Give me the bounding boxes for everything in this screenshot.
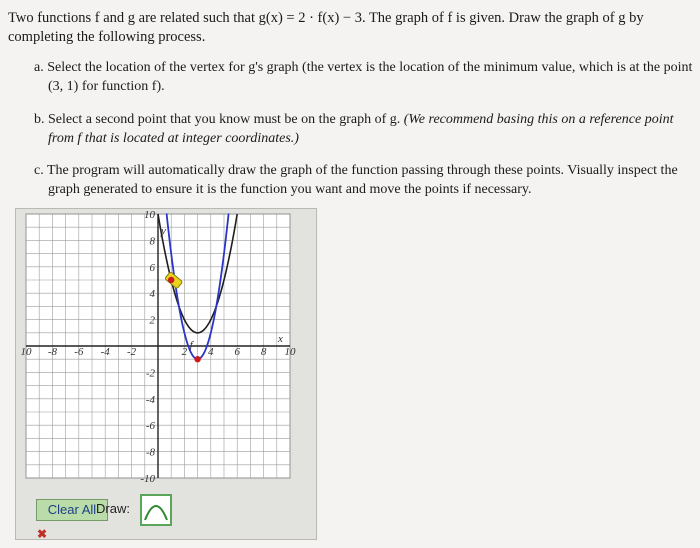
x-tick-label: 10 [20,346,32,358]
parabola-icon [142,496,170,524]
x-tick-label: 8 [260,346,267,358]
step-b-text: b. Select a second point that you know must be on the graph of g. [34,112,404,127]
step-c: c. The program will automatically draw the graph of the function passing through these points. Visually inspect the graph generated to ensure it is the function you want and move the points if necessary. [34,163,678,197]
reference-point[interactable] [168,277,174,283]
parabola-tool-button[interactable] [140,494,172,526]
y-tick-label: 4 [149,288,155,301]
x-tick-label: 4 [208,346,214,358]
y-tick-label: -10 [140,473,155,485]
step-a: a. Select the location of the vertex for g's graph (the vertex is the location of the minimum value, which is at the point (3, 1) for function f). [34,60,693,94]
x-axis-label: x [278,333,283,345]
x-tick-label: -4 [100,346,110,358]
y-tick-label: -8 [145,446,155,459]
f-curve-label: f [189,339,193,352]
y-axis-label: y [161,225,166,237]
x-tick-label: 6 [234,346,240,358]
x-tick-label: 10 [284,346,296,358]
x-tick-label: -8 [47,346,57,358]
graph-panel [15,208,317,540]
problem-line-1: Two functions f and g are related such that g(x) = 2 · f(x) − 3. The graph of f is given. Draw the graph of g by [8,10,644,26]
y-tick-label: 6 [149,261,155,274]
y-tick-label: 10 [144,209,155,221]
y-tick-label: -6 [145,420,155,433]
problem-line-2: completing the following process. [8,29,206,45]
status-icon: ✖ [37,527,48,541]
vertex-point-g[interactable] [194,356,200,362]
x-tick-label: -6 [74,346,84,358]
x-tick-label: -2 [127,346,137,358]
y-tick-label: 8 [149,235,155,248]
x-tick-label: 2 [181,346,188,358]
coordinate-plane[interactable] [16,209,316,539]
y-tick-label: -4 [145,393,155,406]
y-tick-label: 2 [149,314,155,327]
clear-all-button[interactable]: Clear All [36,499,108,521]
step-b-hint: (We recommend basing this on a reference point from f that is located at integer coordinates.) [48,112,674,146]
problem-statement [8,9,688,47]
y-tick-label: -2 [145,367,155,380]
step-b [34,110,698,148]
draw-label: Draw: [96,501,130,516]
